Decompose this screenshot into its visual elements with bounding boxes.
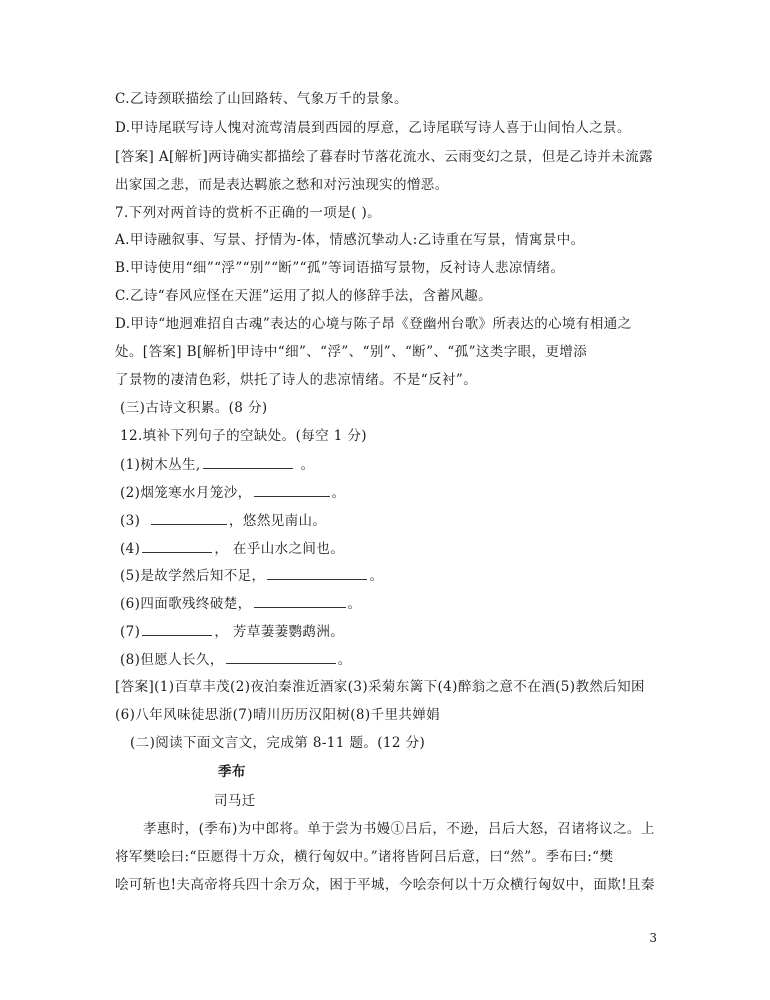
- blank-line-7: [142, 621, 212, 636]
- fill-blank-3: [120, 510, 326, 530]
- blank-line-2: [254, 482, 330, 497]
- fill-blank-6-suffix: 。: [347, 596, 362, 612]
- answer-6-line-1: [答案] A[解析]两诗确实都描绘了暮春时节落花流水、云雨变幻之景，但是乙诗并未流露: [115, 149, 653, 165]
- fill-blank-5-suffix: 。: [369, 568, 384, 584]
- option-7d: D.甲诗“地迥难招自古魂”表达的心境与陈子昂《登幽州台歌》所表达的心境有相通之: [115, 316, 632, 332]
- option-7c: C.乙诗“春风应怪在天涯”运用了拟人的修辞手法，含蓄风趣。: [115, 288, 493, 304]
- question-7: 7.下列对两首诗的赏析不正确的一项是( )。: [115, 205, 382, 221]
- fill-blank-7-suffix: ， 芳草萋萋鹦鹉洲。: [214, 624, 345, 640]
- fill-blank-2: [120, 482, 345, 502]
- option-7b: B.甲诗使用“细”“浮”“别”“断”“孤”等词语描写景物，反衬诗人悲凉情绪。: [115, 260, 565, 276]
- option-7a: A.甲诗融叙事、写景、抒情为-体，情感沉挚动人:乙诗重在写景，情寓景中。: [115, 232, 585, 248]
- fill-blank-5-prefix: (5)是故学然后知不足，: [120, 568, 266, 584]
- fill-blank-2-suffix: 。: [331, 485, 346, 501]
- blank-line-3: [151, 510, 227, 525]
- passage-line-3: 哙可斩也!夫高帝将兵四十余万众，困于平城，今哙奈何以十万众横行匈奴中，面欺!且秦: [115, 877, 655, 893]
- fill-blank-4-prefix: (4): [120, 541, 141, 557]
- fill-blank-2-prefix: (2)烟笼寒水月笼沙，: [120, 485, 252, 501]
- blank-line-4: [142, 538, 212, 553]
- fill-blank-1: [120, 454, 315, 474]
- passage-title: 季布: [218, 764, 246, 780]
- passage-line-1: 孝惠时，(季布)为中郎将。单于尝为书嫚①吕后，不逊，吕后大怒，召诸将议之。上: [143, 821, 655, 837]
- option-6c: C.乙诗颈联描绘了山回路转、气象万千的景象。: [115, 91, 408, 107]
- fill-blank-1-prefix: (1)树木丛生,: [120, 457, 201, 473]
- fill-blank-8-suffix: 。: [337, 652, 352, 668]
- blank-line-5: [267, 565, 367, 580]
- fill-blank-5: [120, 565, 383, 585]
- section-3-heading: (三)古诗文积累。(8 分): [120, 400, 268, 416]
- fill-blank-7-prefix: (7): [120, 624, 141, 640]
- fill-blank-4-suffix: ， 在乎山水之间也。: [214, 541, 345, 557]
- fill-blank-8: [120, 649, 352, 669]
- fill-blank-6-prefix: (6)四面歌残终破楚，: [120, 596, 252, 612]
- blank-line-8: [226, 649, 336, 664]
- fill-blank-7: [120, 621, 344, 641]
- blank-line-6: [254, 593, 346, 608]
- answer-7-line-2: 了景物的凄清色彩，烘托了诗人的悲凉情绪。不是“反衬”。: [115, 372, 478, 388]
- answer-12-line-2: (6)八年风味徒思浙(7)晴川历历汉阳树(8)千里共婵娟: [115, 707, 441, 723]
- page-number: 3: [649, 931, 657, 945]
- fill-blank-4: [120, 538, 344, 558]
- fill-blank-1-suffix: 。: [300, 457, 315, 473]
- fill-blank-8-prefix: (8)但愿人长久，: [120, 652, 224, 668]
- fill-blank-6: [120, 593, 361, 613]
- fill-blank-3-prefix: (3): [120, 513, 146, 529]
- option-6d: D.甲诗尾联写诗人愧对流莺清晨到西园的厚意，乙诗尾联写诗人喜于山间怡人之景。: [115, 120, 631, 136]
- answer-6-line-2: 出家国之悲，而是表达羁旅之愁和对污浊现实的憎恶。: [115, 177, 449, 193]
- blank-line-1: [203, 454, 293, 469]
- answer-7-line-1: 处。[答案] B[解析]甲诗中“细”、“浮”、“别”、“断”、“孤”这类字眼，更增添: [115, 344, 588, 360]
- question-12: 12.填补下列句子的空缺处。(每空 1 分): [120, 428, 367, 444]
- passage-line-2: 将军樊哙曰:“臣愿得十万众，横行匈奴中。”诸将皆阿吕后意，曰“然”。季布曰:“樊: [115, 849, 614, 865]
- answer-12-line-1: [答案](1)百草丰茂(2)夜泊秦淮近酒家(3)采菊东篱下(4)醉翁之意不在酒(5)教然后知困: [115, 679, 645, 695]
- fill-blank-3-suffix: ，悠然见南山。: [229, 513, 327, 529]
- section-2-heading: (二)阅读下面文言文，完成第 8-11 题。(12 分): [130, 735, 426, 751]
- passage-author: 司马迁: [214, 793, 256, 809]
